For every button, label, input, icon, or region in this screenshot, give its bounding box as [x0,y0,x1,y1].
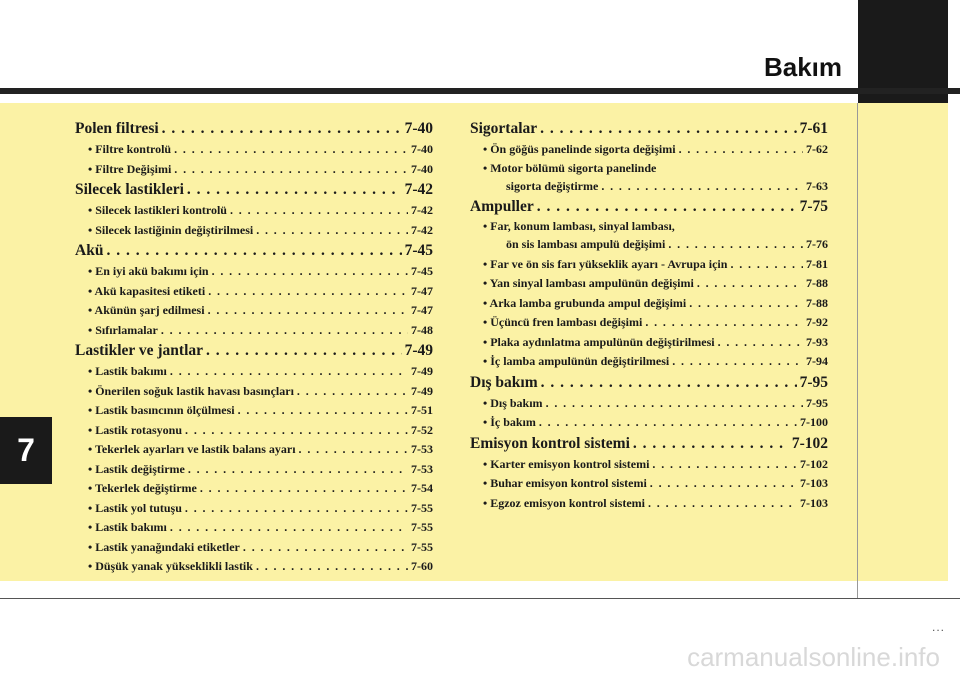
toc-leader-dots [200,479,408,499]
toc-section-entry[interactable] [470,196,828,218]
toc-page-number: 7-102 [800,456,828,471]
toc-entry-title: • Far, konum lambası, sinyal lambası, [483,219,675,233]
toc-leader-dots [601,177,803,197]
toc-leader-dots [185,499,408,519]
toc-leader-dots [208,282,408,302]
toc-entry-title: Ampuller [470,198,534,215]
toc-leader-dots [212,262,408,282]
watermark: carmanualsonline.info [687,642,940,672]
toc-page-number: 7-103 [800,476,828,490]
toc-section-entry[interactable] [75,179,433,201]
toc-leader-dots [230,201,408,221]
toc-entry-title: Lastikler ve jantlar [75,342,204,359]
toc-entry-title: • Far ve ön sis farı yükseklik ayarı - Avrupa için [483,256,728,271]
page-title: Bakım [763,52,842,82]
toc-page-number: 7-94 [806,354,828,368]
toc-page-number: 7-88 [806,276,828,290]
toc-subentry[interactable] [75,479,433,499]
toc-page-number: 7-100 [800,415,828,429]
toc-subentry[interactable] [470,455,828,475]
toc-entry-title: • Silecek lastiğinin değiştirilmesi [88,222,254,237]
toc-page-number: 7-54 [411,481,433,495]
toc-subentry[interactable] [75,518,433,538]
toc-page-number: 7-51 [411,403,433,417]
toc-page-number: 7-49 [404,342,433,359]
toc-leader-dots [652,455,797,475]
toc-leader-dots [541,372,797,394]
toc-entry-title: • Buhar emisyon kontrol sistemi [483,476,647,490]
toc-page-number: 7-60 [411,559,433,573]
toc-entry-title: • Plaka aydınlatma ampulünün değiştirilmesi [483,334,715,349]
toc-entry-title: Polen filtresi [75,120,159,137]
toc-section-entry[interactable] [75,340,433,362]
toc-leader-dots [187,179,402,201]
toc-page-number: 7-63 [806,178,828,193]
toc-page-number: 7-55 [411,539,433,554]
toc-entry-title: • Önerilen soğuk lastik havası basınçları [88,383,294,398]
toc-page-number: 7-88 [806,295,828,310]
toc-page-number: 7-42 [411,203,433,217]
page-edge-line [857,103,858,598]
toc-leader-dots [161,321,408,341]
toc-page-number: 7-47 [411,303,433,317]
toc-page-number: 7-49 [411,383,433,398]
toc-entry-title: • Tekerlek ayarları ve lastik balans ayarı [88,442,296,456]
toc-subentry[interactable] [75,282,433,302]
toc-subentry[interactable] [470,352,828,372]
toc-page-number: 7-92 [806,315,828,329]
toc-entry-title: Sigortalar [470,120,538,137]
toc-entry-title: • Filtre kontrolü [88,142,172,156]
toc-leader-dots [540,118,796,140]
toc-entry-title: • Lastik bakımı [88,520,167,534]
toc-leader-dots [645,313,803,333]
toc-page-number: 7-48 [411,322,433,337]
header-rule [0,88,960,94]
toc-subentry[interactable] [470,474,828,494]
toc-column-left [75,118,433,577]
toc-subentry[interactable] [75,440,433,460]
toc-page-number: 7-45 [411,264,433,278]
toc-entry-title: sigorta değiştirme [506,178,599,193]
toc-entry-title: • Lastik değiştirme [88,461,185,476]
toc-entry-title: • Yan sinyal lambası ampulünün değişimi [483,276,694,290]
toc-entry-title: • Üçüncü fren lambası değişimi [483,315,643,329]
toc-leader-dots [162,118,402,140]
toc-entry-title: • Filtre Değişimi [88,161,172,176]
toc-subentry[interactable] [75,221,433,241]
toc-page-number: 7-47 [411,283,433,298]
toc-subentry[interactable] [470,140,828,160]
toc-leader-dots [546,394,803,414]
toc-entry-title: • Lastik rotasyonu [88,422,183,437]
toc-subentry[interactable] [75,321,433,341]
toc-page-number: 7-40 [404,120,433,137]
toc-leader-dots [718,333,803,353]
toc-page-number: 7-61 [799,120,828,137]
toc-entry-title: • Egzoz emisyon kontrol sistemi [483,495,645,510]
toc-leader-dots [185,421,408,441]
toc-subentry[interactable] [470,413,828,433]
toc-leader-dots [650,474,797,494]
toc-leader-dots [697,274,803,294]
toc-leader-dots [170,362,408,382]
toc-leader-dots [537,196,797,218]
toc-subentry[interactable] [470,218,828,235]
toc-leader-dots [679,140,803,160]
bottom-rule [0,598,960,599]
toc-entry-title: • En iyi akü bakımı için [88,264,209,278]
toc-entry-title: • Karter emisyon kontrol sistemi [483,456,650,471]
toc-section-entry[interactable] [75,118,433,140]
toc-leader-dots [208,301,408,321]
toc-section-entry[interactable] [470,433,828,455]
toc-page-number: 7-95 [799,373,828,391]
toc-page-number: 7-52 [411,422,433,437]
toc-subentry[interactable] [470,235,828,255]
toc-entry-title: • Ön göğüs panelinde sigorta değişimi [483,142,676,156]
toc-section-entry[interactable] [75,240,433,262]
toc-page-number: 7-103 [800,495,828,510]
toc-entry-title: • Motor bölümü sigorta panelinde [483,160,657,175]
toc-subentry[interactable] [470,313,828,333]
toc-subentry[interactable] [470,160,828,177]
toc-leader-dots [672,352,803,372]
toc-entry-title: • Lastik yol tutuşu [88,500,182,515]
toc-entry-title: Dış bakım [470,373,538,391]
toc-leader-dots [668,235,803,255]
toc-page-number: 7-76 [806,237,828,251]
toc-leader-dots [633,433,789,455]
toc-leader-dots [297,382,408,402]
toc-leader-dots [689,294,803,314]
toc-subentry[interactable] [75,382,433,402]
toc-page-number: 7-49 [411,364,433,378]
toc-leader-dots [174,140,408,160]
toc-page-number: 7-42 [411,222,433,237]
toc-page-number: 7-95 [806,395,828,410]
toc-subentry[interactable] [75,538,433,558]
toc-entry-title: • Lastik basıncının ölçülmesi [88,403,235,417]
toc-entry-title: • Lastik bakımı [88,364,167,378]
toc-page-number: 7-93 [806,334,828,349]
toc-section-entry[interactable] [470,118,828,140]
toc-leader-dots [730,255,803,275]
toc-leader-dots [174,160,408,180]
toc-subentry[interactable] [75,201,433,221]
toc-page-number: 7-75 [799,198,828,215]
toc-entry-title: • Düşük yanak yükseklikli lastik [88,559,253,573]
toc-leader-dots [256,221,408,241]
toc-subentry[interactable] [75,140,433,160]
toc-page-number: 7-40 [411,161,433,176]
toc-entry-title: • Sıfırlamalar [88,322,158,337]
toc-leader-dots [170,518,408,538]
chapter-tab: 7 [0,417,52,484]
toc-subentry[interactable] [75,301,433,321]
toc-page-number: 7-53 [411,461,433,476]
toc-subentry[interactable] [75,401,433,421]
toc-subentry[interactable] [470,255,828,275]
toc-leader-dots [299,440,408,460]
toc-subentry[interactable] [75,421,433,441]
toc-entry-title: • Tekerlek değiştirme [88,481,197,495]
toc-leader-dots [256,557,408,577]
toc-entry-title: • Arka lamba grubunda ampul değişimi [483,295,687,310]
toc-page-number: 7-55 [411,500,433,515]
toc-subentry[interactable] [470,274,828,294]
toc-entry-title: • Akü kapasitesi etiketi [88,283,206,298]
toc-page-number: 7-53 [411,442,433,456]
toc-entry-title: Akü [75,242,104,259]
toc-leader-dots [206,340,402,362]
toc-subentry[interactable] [75,460,433,480]
toc-page-number: 7-81 [806,256,828,271]
toc-column-right [470,118,828,513]
toc-entry-title: • Akünün şarj edilmesi [88,303,205,317]
toc-page-number: 7-45 [404,242,433,259]
toc-page-number: 7-62 [806,142,828,156]
toc-leader-dots [539,413,797,433]
toc-subentry[interactable] [75,557,433,577]
toc-subentry[interactable] [75,262,433,282]
toc-leader-dots [106,240,401,262]
toc-leader-dots [238,401,408,421]
toc-subentry[interactable] [75,362,433,382]
toc-subentry[interactable] [470,333,828,353]
toc-entry-title: Silecek lastikleri [75,181,184,198]
footer-dots: ... [931,620,945,634]
toc-entry-title: • Lastik yanağındaki etiketler [88,539,240,554]
toc-entry-title: • İç lamba ampulünün değiştirilmesi [483,354,670,368]
toc-subentry[interactable] [470,294,828,314]
toc-page-number: 7-102 [791,434,828,452]
toc-section-entry[interactable] [470,372,828,394]
toc-subentry[interactable] [470,394,828,414]
toc-subentry[interactable] [470,494,828,514]
toc-entry-title: • Silecek lastikleri kontrolü [88,203,227,217]
toc-entry-title: Emisyon kontrol sistemi [470,434,630,452]
toc-page-number: 7-40 [411,142,433,156]
toc-page-number: 7-55 [411,520,433,534]
toc-entry-title: • Dış bakım [483,395,543,410]
toc-entry-title: • İç bakım [483,415,536,429]
toc-subentry[interactable] [470,177,828,197]
toc-leader-dots [188,460,408,480]
toc-subentry[interactable] [75,499,433,519]
toc-leader-dots [243,538,408,558]
toc-entry-title: ön sis lambası ampulü değişimi [506,237,666,251]
toc-page-number: 7-42 [404,181,433,198]
toc-leader-dots [648,494,797,514]
toc-subentry[interactable] [75,160,433,180]
